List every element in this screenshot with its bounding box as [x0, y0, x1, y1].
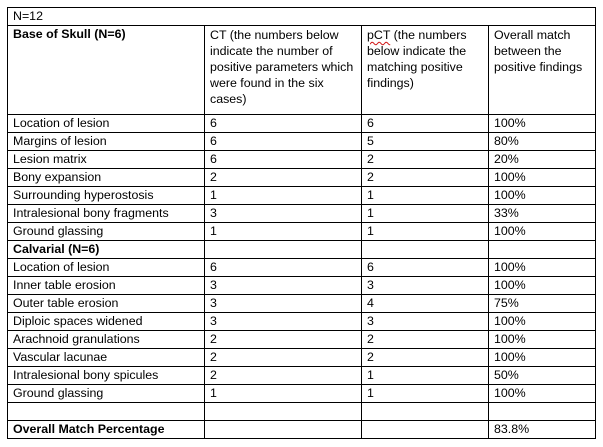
ct-column-header: CT (the numbers below indicate the number of positive parameters which were found in the six cases)	[205, 26, 362, 115]
calvarial-section-row	[8, 241, 596, 259]
parameter-cell: Lesion matrix	[8, 151, 205, 169]
empty-cell	[362, 241, 489, 259]
empty-cell	[362, 403, 489, 421]
parameter-cell: Diploic spaces widened	[8, 313, 205, 331]
match-cell: 100%	[489, 169, 596, 187]
pct-cell: 1	[362, 367, 489, 385]
match-cell: 100%	[489, 349, 596, 367]
pct-cell: 2	[362, 349, 489, 367]
parameter-cell: Ground glassing	[8, 385, 205, 403]
table-row	[8, 187, 596, 205]
ct-cell: 1	[205, 385, 362, 403]
table-row	[8, 169, 596, 187]
header-row	[8, 26, 596, 115]
parameter-cell: Surrounding hyperostosis	[8, 187, 205, 205]
parameter-cell: Margins of lesion	[8, 133, 205, 151]
empty-cell	[8, 403, 205, 421]
ct-cell: 3	[205, 313, 362, 331]
pct-header-rest: (the numbers below indicate the matching positive findings)	[367, 28, 467, 90]
ct-cell: 1	[205, 187, 362, 205]
match-cell: 50%	[489, 367, 596, 385]
ct-cell: 6	[205, 259, 362, 277]
match-cell: 75%	[489, 295, 596, 313]
match-cell: 100%	[489, 259, 596, 277]
match-cell: 33%	[489, 205, 596, 223]
blank-row	[8, 403, 596, 421]
ct-cell: 3	[205, 295, 362, 313]
pct-cell: 2	[362, 169, 489, 187]
n-cell: N=12	[8, 8, 596, 26]
table-row	[8, 115, 596, 133]
match-cell: 80%	[489, 133, 596, 151]
pct-cell: 2	[362, 151, 489, 169]
ct-cell: 1	[205, 223, 362, 241]
table-row	[8, 151, 596, 169]
ct-cell: 2	[205, 169, 362, 187]
parameter-cell: Location of lesion	[8, 259, 205, 277]
parameter-cell: Arachnoid granulations	[8, 331, 205, 349]
parameter-cell: Location of lesion	[8, 115, 205, 133]
table-row	[8, 277, 596, 295]
empty-cell	[205, 403, 362, 421]
match-cell: 100%	[489, 331, 596, 349]
ct-cell: 2	[205, 349, 362, 367]
empty-cell	[489, 403, 596, 421]
ct-cell: 2	[205, 331, 362, 349]
title-row	[8, 8, 596, 26]
table-row	[8, 349, 596, 367]
results-table	[7, 7, 596, 439]
empty-cell	[205, 241, 362, 259]
pct-cell: 1	[362, 385, 489, 403]
table-row	[8, 385, 596, 403]
overall-match-column-header: Overall match between the positive findings	[489, 26, 596, 115]
parameter-cell: Ground glassing	[8, 223, 205, 241]
parameter-cell: Outer table erosion	[8, 295, 205, 313]
base-of-skull-header: Base of Skull (N=6)	[8, 26, 205, 115]
table-row	[8, 331, 596, 349]
pct-cell: 2	[362, 331, 489, 349]
pct-cell: 6	[362, 115, 489, 133]
overall-value: 83.8%	[489, 421, 596, 439]
table-row	[8, 259, 596, 277]
pct-cell: 3	[362, 277, 489, 295]
match-cell: 20%	[489, 151, 596, 169]
match-cell: 100%	[489, 313, 596, 331]
ct-cell: 2	[205, 367, 362, 385]
ct-cell: 6	[205, 115, 362, 133]
pct-cell: 3	[362, 313, 489, 331]
calvarial-header: Calvarial (N=6)	[8, 241, 205, 259]
match-cell: 100%	[489, 223, 596, 241]
overall-label: Overall Match Percentage	[8, 421, 205, 439]
pct-word: pCT	[367, 28, 391, 42]
ct-cell: 6	[205, 151, 362, 169]
empty-cell	[205, 421, 362, 439]
match-cell: 100%	[489, 115, 596, 133]
empty-cell	[362, 421, 489, 439]
table-row	[8, 295, 596, 313]
pct-cell: 1	[362, 187, 489, 205]
empty-cell	[489, 241, 596, 259]
match-cell: 100%	[489, 187, 596, 205]
pct-cell: 5	[362, 133, 489, 151]
table-row	[8, 205, 596, 223]
overall-row	[8, 421, 596, 439]
table-row	[8, 223, 596, 241]
ct-cell: 6	[205, 133, 362, 151]
parameter-cell: Vascular lacunae	[8, 349, 205, 367]
ct-cell: 3	[205, 205, 362, 223]
ct-cell: 3	[205, 277, 362, 295]
table-row	[8, 133, 596, 151]
parameter-cell: Intralesional bony fragments	[8, 205, 205, 223]
pct-cell: 6	[362, 259, 489, 277]
pct-cell: 1	[362, 223, 489, 241]
table-row	[8, 367, 596, 385]
pct-cell: 4	[362, 295, 489, 313]
parameter-cell: Inner table erosion	[8, 277, 205, 295]
match-cell: 100%	[489, 277, 596, 295]
parameter-cell: Intralesional bony spicules	[8, 367, 205, 385]
parameter-cell: Bony expansion	[8, 169, 205, 187]
pct-column-header	[362, 26, 489, 115]
pct-cell: 1	[362, 205, 489, 223]
table-row	[8, 313, 596, 331]
match-cell: 100%	[489, 385, 596, 403]
